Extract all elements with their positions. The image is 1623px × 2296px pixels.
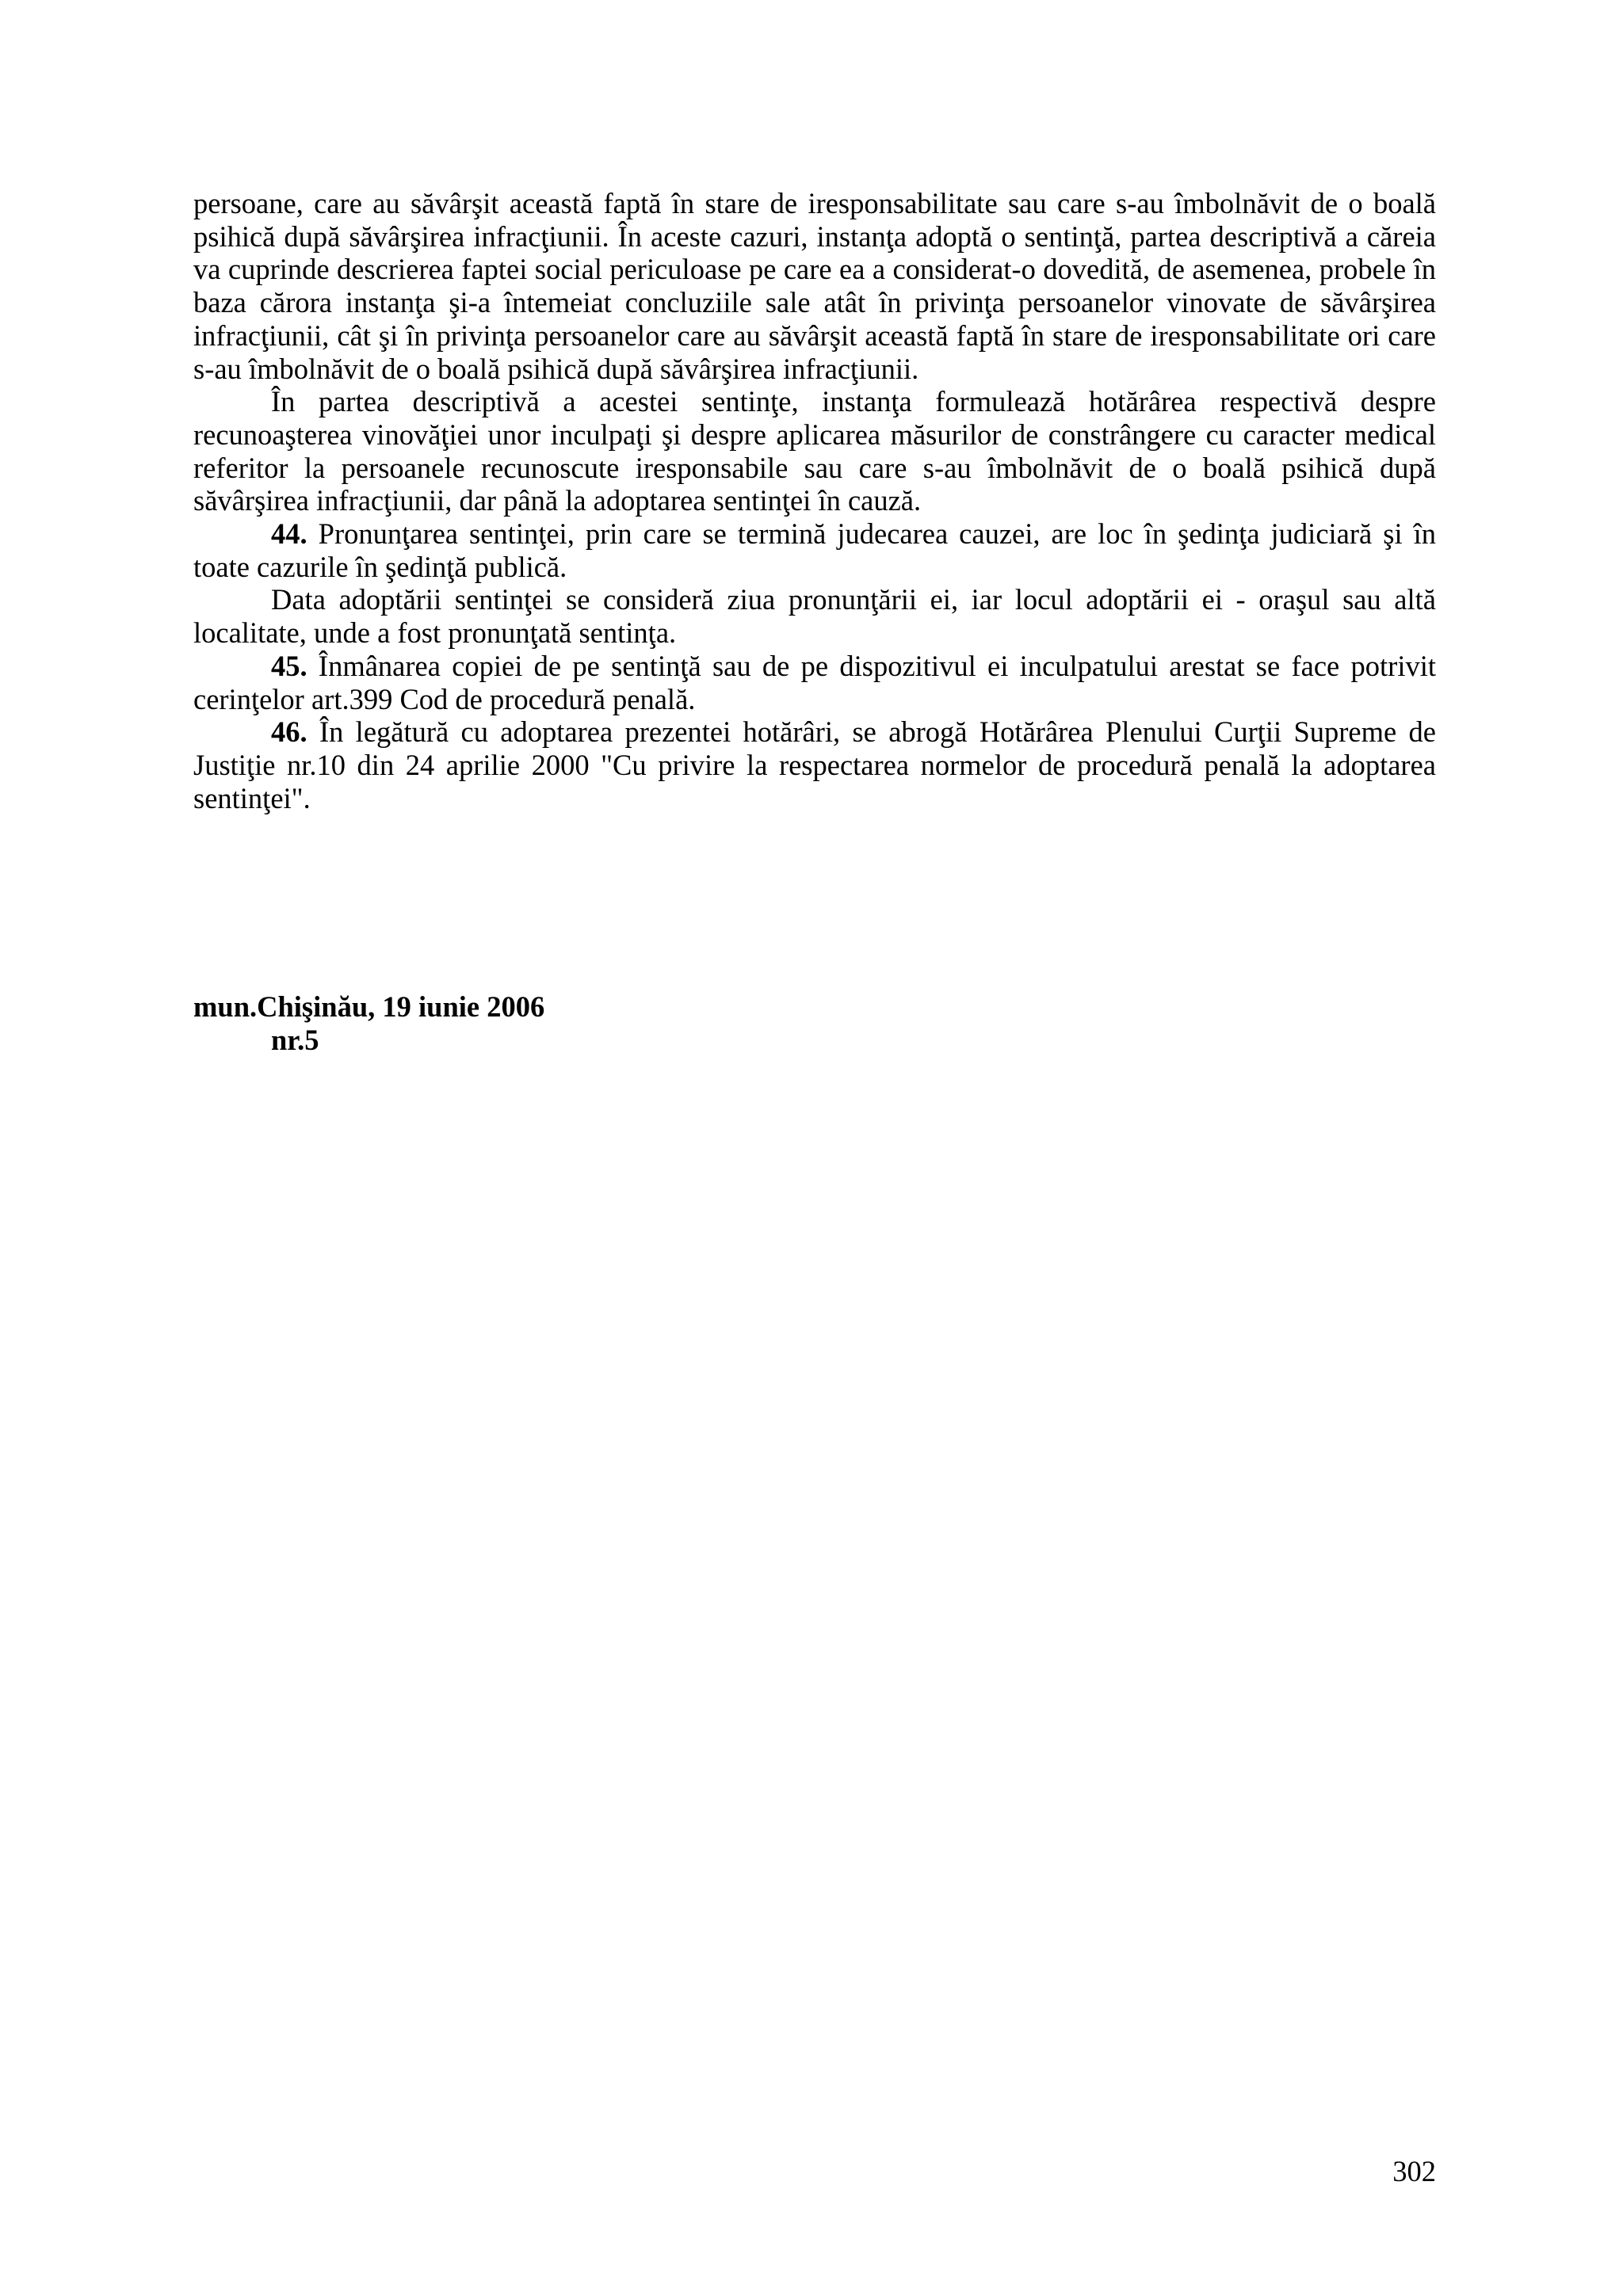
paragraph-continuation	[193, 187, 1436, 385]
paragraph-number: 44.	[271, 517, 307, 551]
signoff-place-date: mun.Chişinău, 19 iunie 2006	[193, 990, 545, 1023]
paragraph-text: persoane, care au săvârşit această faptă în stare de iresponsabilitate sau care s-au îmbolnăvit de o boală psihică după săvârşirea infracţiunii. În aceste cazuri, instanţa adoptă o sentinţă, partea descriptivă a căreia va cuprinde descrierea faptei social periculoase pe care ea a considerat-o dovedită, de asemenea, probele în baza cărora instanţa şi-a întemeiat concluziile sale atât în privinţa persoanelor vinovate de săvârşirea infracţiunii, cât şi în privinţa persoanelor care au săvârşit această faptă în stare de iresponsabilitate ori care s-au îmbolnăvit de o boală psihică după săvârşirea infracţiunii.	[193, 187, 1436, 385]
paragraph-45	[193, 650, 1436, 715]
paragraph-text: Pronunţarea sentinţei, prin care se termină judecarea cauzei, are loc în şedinţa judiciară şi în toate cazurile în şedinţă publică.	[193, 517, 1436, 583]
paragraph-44	[193, 517, 1436, 583]
paragraph-number: 46.	[271, 715, 307, 749]
paragraph-text: Înmânarea copiei de pe sentinţă sau de pe dispozitivul ei inculpatului arestat se face potrivit cerinţelor art.399 Cod de procedură penală.	[193, 649, 1436, 715]
paragraph-date-place	[193, 583, 1436, 649]
signoff-number: nr.5	[271, 1023, 319, 1056]
paragraph-text: În partea descriptivă a acestei sentinţe, instanţa formulează hotărârea respectivă despre recunoaşterea vinovăţiei unor inculpaţi şi despre aplicarea măsurilor de constrângere cu caracter medical referitor la persoanele recunoscute iresponsabile sau care s-au îmbolnăvit de o boală psihică după săvârşirea infracţiunii, dar până la adoptarea sentinţei în cauză.	[193, 385, 1436, 517]
paragraph-46	[193, 715, 1436, 814]
paragraph-text: În legătură cu adoptarea prezentei hotărâri, se abrogă Hotărârea Plenului Curţii Supreme de Justiţie nr.10 din 24 aprilie 2000 "Cu privire la respectarea normelor de procedură penală la adoptarea sentinţei".	[193, 715, 1436, 814]
paragraph-number: 45.	[271, 649, 307, 682]
body-text	[193, 187, 1436, 814]
paragraph-text: Data adoptării sentinţei se consideră ziua pronunţării ei, iar locul adoptării ei - oraşul sau altă localitate, unde a fost pronunţată sentinţa.	[193, 583, 1436, 650]
signoff	[193, 990, 544, 1056]
paragraph-descriptive-part	[193, 385, 1436, 517]
page-number: 302	[1392, 2155, 1436, 2187]
